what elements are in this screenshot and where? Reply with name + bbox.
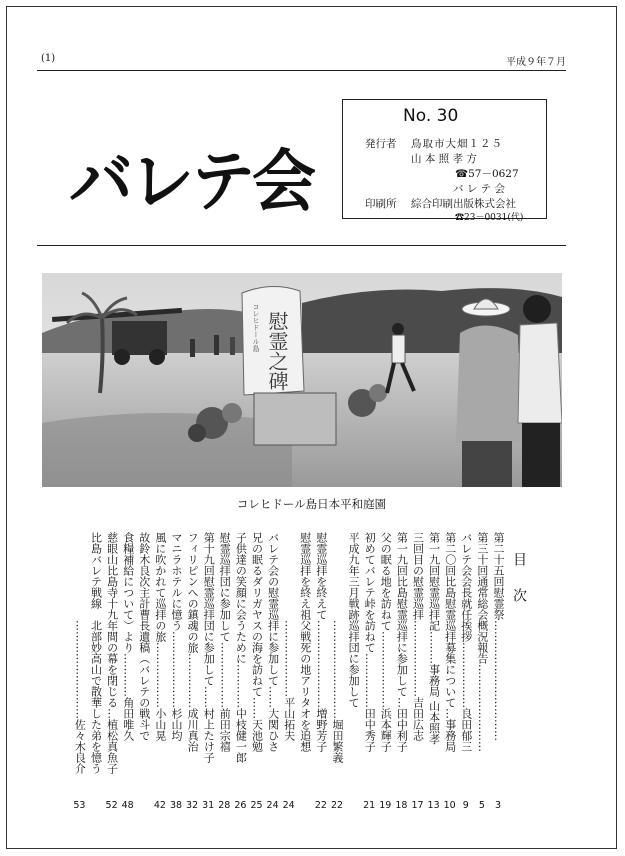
toc-entry-title: 第二十五回慰霊祭…………………………… [492, 532, 505, 741]
toc-entry-title: 第一九回慰霊巡拝記………事務局 山本照孝 [427, 532, 441, 745]
publisher-name: 山 本 照 孝 方 [411, 153, 477, 165]
toc-entry-page: 48 [121, 800, 134, 811]
toc-entry-page: 19 [379, 800, 392, 811]
toc-entry-title: 風に吹かれて巡拝の旅………………小山晃 [153, 532, 167, 741]
publisher-address: 鳥取市大畑１２５ [411, 138, 503, 150]
toc-entry-page: 3 [494, 800, 502, 811]
masthead-divider [37, 245, 566, 246]
issue-number: No. 30 [403, 106, 459, 126]
toc-entry-page: 38 [169, 800, 183, 811]
newsletter-title: バレテ会 [69, 143, 313, 222]
publication-info-box [342, 99, 547, 223]
toc-entry-title: 慈眼山比島寺十九年間の幕を閉じる…植松真魚子 [105, 532, 119, 774]
toc-entry-title: 平成九年三月戦跡巡拝団に参加して [347, 532, 361, 708]
monument-side-inscription: コレヒドール島 [252, 303, 260, 352]
toc-entry-title: バレテ会の慰霊巡拝に参加して……大関ひさ [266, 532, 280, 752]
toc-entry-page: 22 [314, 800, 327, 811]
toc-entry-page: 5 [478, 800, 485, 811]
toc-entry-title: 慰霊巡拝を終えて……………………増野芳子 [314, 532, 328, 752]
toc-entry-page: 9 [462, 800, 469, 811]
toc-entry-title: 子供達の笑顔に会うために…………中枝健一郎 [234, 532, 248, 763]
toc-entry-page: 13 [427, 800, 440, 811]
toc-entry-title: 初めてバレテ峠を訪ねて……………田中秀子 [363, 532, 377, 752]
header-divider [37, 70, 566, 71]
memorial-photo [42, 273, 562, 487]
toc-entry-title: 三回目の慰霊巡拝…………………吉田広志 [411, 532, 425, 741]
toc-entry-page: 28 [218, 800, 231, 811]
toc-entry-title: 第十九回慰霊巡拝団に参加して……村上たけ子 [202, 532, 216, 763]
toc-entry-title: フィリピンへの鎮魂の旅……………成川真治 [186, 532, 200, 752]
toc-entry-page: 22 [330, 800, 344, 811]
toc-entry-page: 31 [202, 800, 215, 811]
toc-entry-title: ………………………堀田繁義 [331, 532, 344, 763]
toc-entry-page: 18 [395, 800, 408, 811]
toc-title: 目次 [511, 552, 527, 624]
memorial-stone [242, 286, 304, 395]
toc-entry-page: 25 [250, 800, 263, 811]
plaque [254, 393, 336, 445]
printer-name: 綜合印刷出版株式会社 [411, 198, 516, 210]
printer-phone: ☎23－0031(代) [455, 213, 524, 223]
association-name: バ レ テ 会 [453, 183, 506, 195]
toc-entry-title: ………………………佐々木良介 [73, 532, 87, 774]
toc-entry-page: 26 [234, 800, 247, 811]
newsletter-page [6, 6, 617, 849]
issue-date: 平成９年７月 [506, 57, 566, 68]
toc-entry-title: 第二〇回比島慰霊巡拝募集について…事務局 [443, 532, 457, 752]
toc-entry-page: 52 [105, 800, 118, 811]
toc-entry-page: 53 [73, 800, 86, 811]
toc-entry-title: …………………平山拓夫 [282, 532, 296, 741]
toc-entry-page: 24 [266, 800, 279, 811]
toc-entry-title: 比島バレテ戦線 北部妙高山で散華した弟を憶う [89, 532, 103, 774]
toc-entry-page: 32 [186, 800, 199, 811]
toc-entry-title: バレテ会会長就任挨拶………………良田郁三 [459, 532, 473, 752]
toc-entry-title: 第一九回比島慰霊巡拝に参加して…田中利子 [395, 532, 409, 752]
toc-entry-page: 10 [443, 800, 456, 811]
toc-entry-page: 17 [411, 800, 424, 811]
toc-entry-title: マニラホテルに憶う…………………杉山均 [170, 532, 183, 741]
toc-entry-page: 24 [282, 800, 295, 811]
publisher-phone: ☎57－0627 [455, 168, 519, 180]
toc-entry-page: 42 [153, 800, 166, 811]
photo-caption: コレヒドール島日本平和庭園 [236, 497, 387, 511]
toc-entry-title: 慰霊巡拝を終え祖父戦死の地アリタオを追想 [298, 532, 312, 752]
toc-entry-title: 第三十回通常総会概況報告…………………… [475, 532, 489, 752]
toc-entry-title: 慰霊巡拝団に参加して………………前田宗禧 [218, 532, 232, 752]
toc-entry-title: 故鈴木良次主計曹長遺稿（バレテの戦斗で [137, 532, 151, 741]
monument-inscription: 慰霊之碑 [265, 311, 289, 391]
printer-label: 印刷所 [365, 198, 397, 210]
publisher-label: 発行者 [365, 138, 397, 150]
toc-entry-title: 父の眠る地を訪ねて…………………浜本輝子 [379, 532, 393, 752]
toc-entry-title: 食糧補給について）より…………角田唯久 [121, 532, 135, 741]
toc-entry-page: 21 [363, 800, 376, 811]
page-number: (1) [41, 53, 56, 64]
table-of-contents [75, 532, 507, 812]
toc-entry-title: 兄の眠るダリガヤスの海を訪ねて……天池勉 [250, 532, 264, 752]
